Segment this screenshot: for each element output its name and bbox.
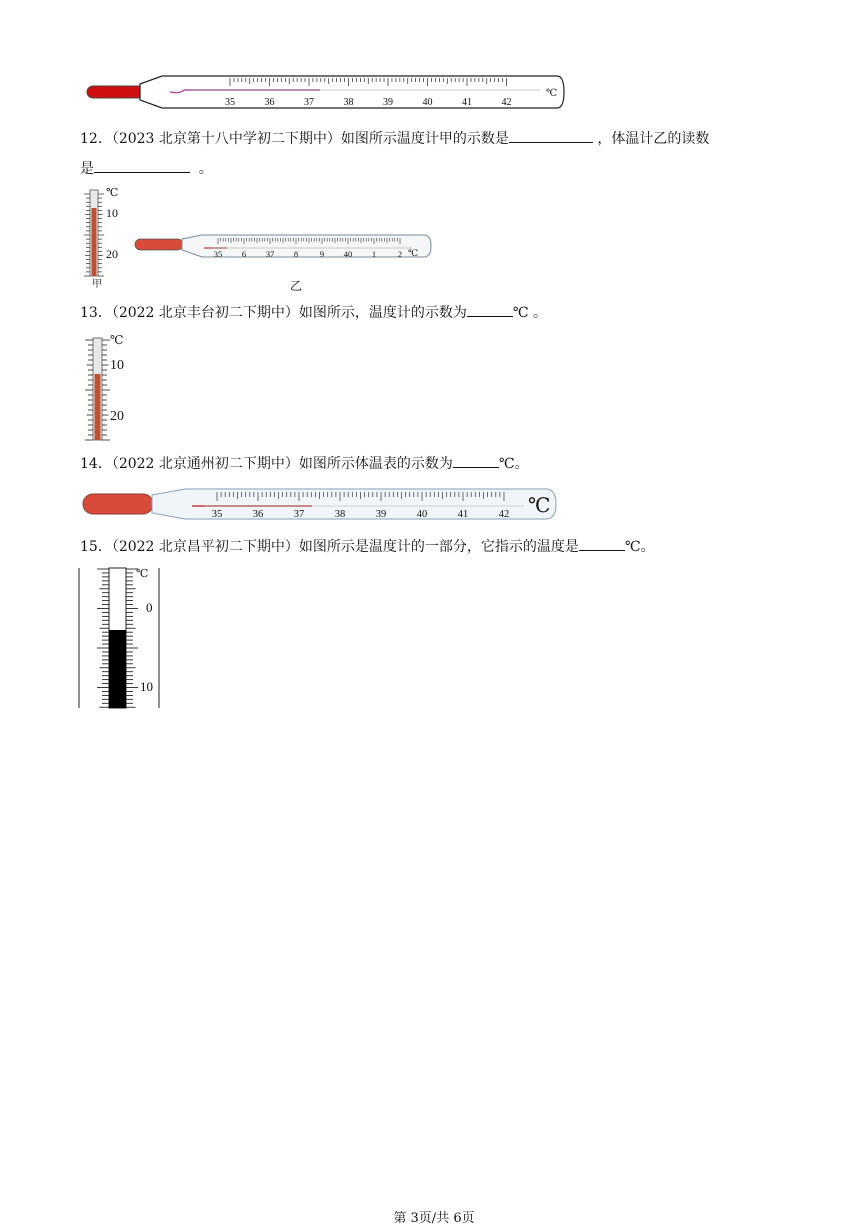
scale-label: 37 [293, 509, 305, 520]
thermometer-figure-top [80, 68, 570, 116]
scale-label: 9 [319, 249, 325, 259]
question-number: 12． [80, 131, 112, 147]
question-text: 。 [198, 161, 213, 177]
scale-label: 35 [213, 249, 223, 259]
question-text: ℃。 [624, 539, 655, 555]
scale-label: 36 [264, 97, 275, 108]
scale-label: 36 [252, 509, 264, 520]
figure-caption: 乙 [289, 279, 303, 293]
unit-label: ℃ [136, 568, 149, 580]
question-source: （2022 北京昌平初二下期中） [111, 539, 299, 555]
tick-label-20: 20 [106, 247, 118, 261]
question-13 [80, 302, 547, 323]
unit-label: ℃ [106, 187, 119, 199]
question-text: 如图所示，温度计的示数为 [298, 305, 467, 321]
tick-label-20: 20 [110, 409, 124, 424]
scale-label: 40 [416, 509, 428, 520]
question-text: 如图所示是温度计的一部分，它指示的温度是 [298, 539, 579, 555]
tick-label-10: 10 [110, 358, 124, 373]
thermometer-figure-15 [76, 564, 166, 710]
scale-label: 35 [225, 97, 235, 108]
question-12-line1 [80, 128, 709, 149]
thermometer-figure-13 [80, 332, 140, 444]
unit-label: ℃ [408, 248, 419, 258]
question-number: 13． [80, 305, 112, 321]
scale-label: 35 [211, 509, 223, 520]
scale-label: 42 [498, 509, 510, 520]
question-source: （2022 北京通州初二下期中） [111, 456, 299, 472]
scale-label: 39 [375, 509, 387, 520]
scale-label: 37 [304, 97, 314, 108]
answer-blank[interactable] [509, 128, 593, 143]
question-text: 是 [80, 161, 94, 177]
question-source: （2023 北京第十八中学初二下期中） [111, 131, 341, 147]
unit-label: ℃ [110, 333, 124, 347]
question-14 [80, 453, 529, 474]
figure-caption: 甲 [92, 279, 102, 290]
tick-label-0: 0 [146, 600, 153, 615]
question-number: 15． [80, 539, 112, 555]
answer-blank[interactable] [579, 536, 625, 551]
scale-label: 41 [462, 97, 472, 108]
answer-blank[interactable] [467, 302, 513, 317]
page-footer: 第 3页/共 6页 [393, 1211, 475, 1226]
question-text: ，体温计乙的读数 [597, 131, 710, 147]
scale-label: 37 [265, 249, 275, 259]
scale-label: 38 [334, 509, 346, 520]
answer-blank[interactable] [453, 453, 499, 468]
question-15 [80, 536, 655, 557]
thermometer-figure-14 [80, 484, 562, 526]
question-source: （2022 北京丰台初二下期中） [111, 305, 299, 321]
thermometer-figure-yi [132, 230, 436, 294]
tick-label-10: 10 [140, 679, 153, 694]
scale-label: 2 [397, 249, 403, 259]
scale-label: 38 [343, 97, 354, 108]
scale-label: 39 [383, 97, 393, 108]
answer-blank[interactable] [94, 158, 190, 173]
scale-label: 8 [293, 249, 299, 259]
scale-label: 41 [457, 509, 469, 520]
scale-label: 40 [343, 249, 353, 259]
unit-label: ℃ [528, 495, 551, 517]
question-text: ℃。 [498, 456, 529, 472]
thermometer-figure-jia [80, 184, 130, 290]
scale-label: 42 [501, 97, 512, 108]
question-text: ℃ 。 [512, 305, 548, 321]
tick-label-10: 10 [106, 206, 118, 220]
question-12-line2 [80, 158, 213, 179]
scale-label: 1 [371, 249, 377, 259]
unit-label: ℃ [546, 88, 558, 99]
question-number: 14． [80, 456, 112, 472]
scale-label: 40 [422, 97, 433, 108]
question-text: 如图所示体温表的示数为 [298, 456, 453, 472]
question-text: 如图所示温度计甲的示数是 [340, 131, 509, 147]
scale-label: 6 [241, 249, 247, 259]
